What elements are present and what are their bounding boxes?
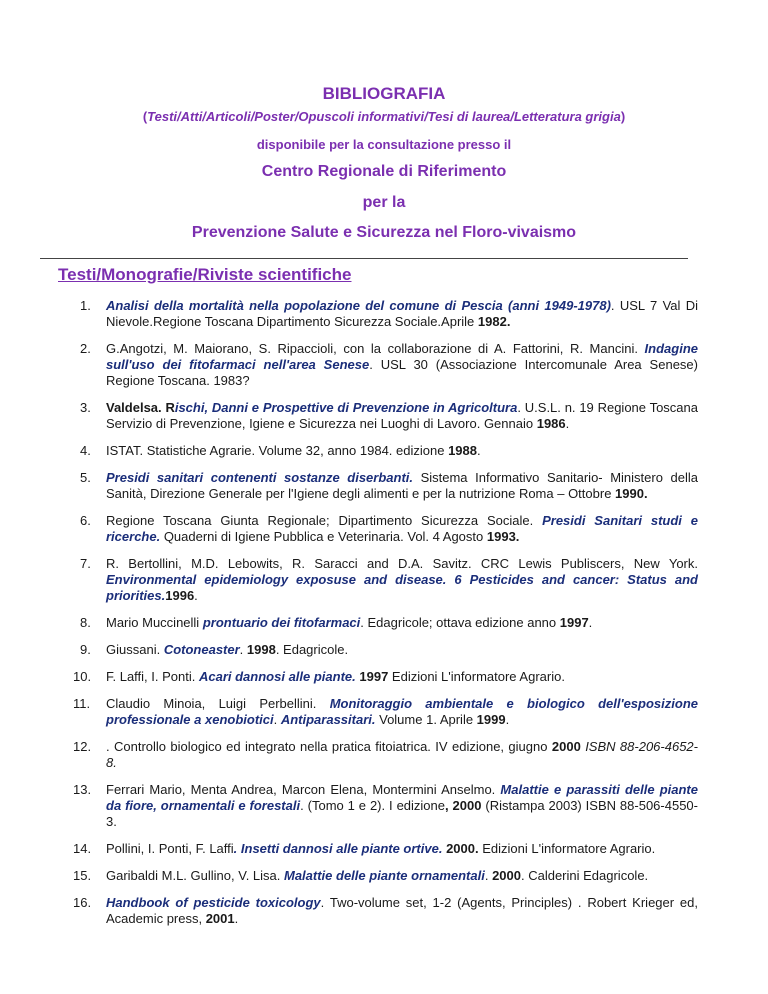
entry-number: 13. bbox=[73, 782, 92, 797]
bib-entry: 2. G.Angotzi, M. Maiorano, S. Ripaccioli, con la collaborazione di A. Fattorini, R. Mancini. Indagine sull'uso dei fitofarmaci nell'area Senese. USL 30 (Associazione Intercomunale Area Senese) Regione Toscana. 1983? bbox=[80, 341, 698, 388]
horizontal-divider bbox=[40, 258, 688, 259]
bib-entry: 9. Giussani. Cotoneaster. 1998. Edagricole. bbox=[80, 642, 349, 657]
availability-line: disponibile per la consultazione presso il bbox=[256, 137, 512, 152]
entry-number: 1. bbox=[80, 298, 91, 313]
entry-number: 3. bbox=[80, 400, 91, 415]
bib-entry: 1. Analisi della mortalità nella popolazione del comune di Pescia (anni 1949-1978). USL 7 Val Di Nievole.Regione Toscana Dipartimento Sicurezza Sociale.Aprile 1982. bbox=[80, 298, 698, 329]
bib-entry: 15. Garibaldi M.L. Gullino, V. Lisa. Malattie delle piante ornamentali. 2000. Calderini Edagricole. bbox=[73, 868, 649, 883]
bib-entry: 13. Ferrari Mario, Menta Andrea, Marcon Elena, Montermini Anselmo. Malattie e parassiti delle piante da fiore, ornamentali e forestali. (Tomo 1 e 2). I edizione, 2000 (Ristampa 2003) ISBN 88-506-4550-3. bbox=[73, 782, 698, 829]
bib-entry: 14. Pollini, I. Ponti, F. Laffi. Insetti dannosi alle piante ortive. 2000. Edizioni L'informatore Agrario. bbox=[73, 841, 656, 856]
doc-subtitle bbox=[0, 109, 768, 124]
entry-number: 7. bbox=[80, 556, 91, 571]
bib-entry: 5. Presidi sanitari contenenti sostanze diserbanti. Sistema Informativo Sanitario- Ministero della Sanità, Direzione Generale per l'Igiene degli alimenti e per la nutrizione Roma – Ottobre 1990. bbox=[80, 470, 698, 501]
entry-number: 14. bbox=[73, 841, 92, 856]
bib-entry: 12. . Controllo biologico ed integrato nella pratica fitoiatrica. IV edizione, giugno 2000 ISBN 88-206-4652-8. bbox=[73, 739, 698, 770]
section-heading: Testi/Monografie/Riviste scientifiche bbox=[58, 265, 352, 284]
bib-entry: 10. F. Laffi, I. Ponti. Acari dannosi alle piante. 1997 Edizioni L'informatore Agrario. bbox=[73, 669, 565, 684]
bibliography-list bbox=[0, 298, 768, 938]
bib-entry: 11. Claudio Minoia, Luigi Perbellini. Monitoraggio ambientale e biologico dell'esposizione professionale a xenobiotici. Antiparassitari. Volume 1. Aprile 1999. bbox=[73, 696, 698, 727]
bib-entry: 16. Handbook of pesticide toxicology. Two-volume set, 1-2 (Agents, Principles) . Robert Krieger ed, Academic press, 2001. bbox=[73, 895, 698, 926]
entry-number: 8. bbox=[80, 615, 91, 630]
subtitle-close-paren: ) bbox=[620, 109, 626, 124]
entry-number: 5. bbox=[80, 470, 91, 485]
entry-number: 4. bbox=[80, 443, 91, 458]
bib-entry: 7. R. Bertollini, M.D. Lebowits, R. Saracci and D.A. Savitz. CRC Lewis Publiscers, New York. Environmental epidemiology exposuse and disease. 6 Pesticides and cancer: Status and priorities.1996. bbox=[80, 556, 698, 603]
bib-entry: 4. ISTAT. Statistiche Agrarie. Volume 32, anno 1984. edizione 1988. bbox=[80, 443, 481, 458]
entry-number: 12. bbox=[73, 739, 92, 754]
entry-number: 9. bbox=[80, 642, 91, 657]
entry-number: 15. bbox=[73, 868, 92, 883]
doc-title: BIBLIOGRAFIA bbox=[322, 84, 446, 103]
subtitle-text: Testi/Atti/Articoli/Poster/Opuscoli informativi/Tesi di laurea/Letteratura grigia bbox=[147, 109, 621, 124]
entry-number: 11. bbox=[73, 696, 91, 711]
bib-entry: 3. Valdelsa. Rischi, Danni e Prospettive di Prevenzione in Agricoltura. U.S.L. n. 19 Regione Toscana Servizio di Prevenzione, Igiene e Sicurezza nei Luoghi di Lavoro. Gennaio 1986. bbox=[80, 400, 698, 431]
bib-entry: 6. Regione Toscana Giunta Regionale; Dipartimento Sicurezza Sociale. Presidi Sanitari studi e ricerche. Quaderni di Igiene Pubblica e Veterinaria. Vol. 4 Agosto 1993. bbox=[80, 513, 698, 544]
entry-number: 10. bbox=[73, 669, 92, 684]
center-name-line3: Prevenzione Salute e Sicurezza nel Floro-vivaismo bbox=[191, 224, 577, 241]
center-name-line2: per la bbox=[362, 194, 406, 211]
entry-number: 6. bbox=[80, 513, 91, 528]
bib-entry: 8. Mario Muccinelli prontuario dei fitofarmaci. Edagricole; ottava edizione anno 1997. bbox=[80, 615, 593, 630]
entry-number: 16. bbox=[73, 895, 92, 910]
subtitle-open-paren: ( bbox=[142, 109, 148, 124]
entry-number: 2. bbox=[80, 341, 91, 356]
center-name-line1: Centro Regionale di Riferimento bbox=[261, 163, 507, 180]
